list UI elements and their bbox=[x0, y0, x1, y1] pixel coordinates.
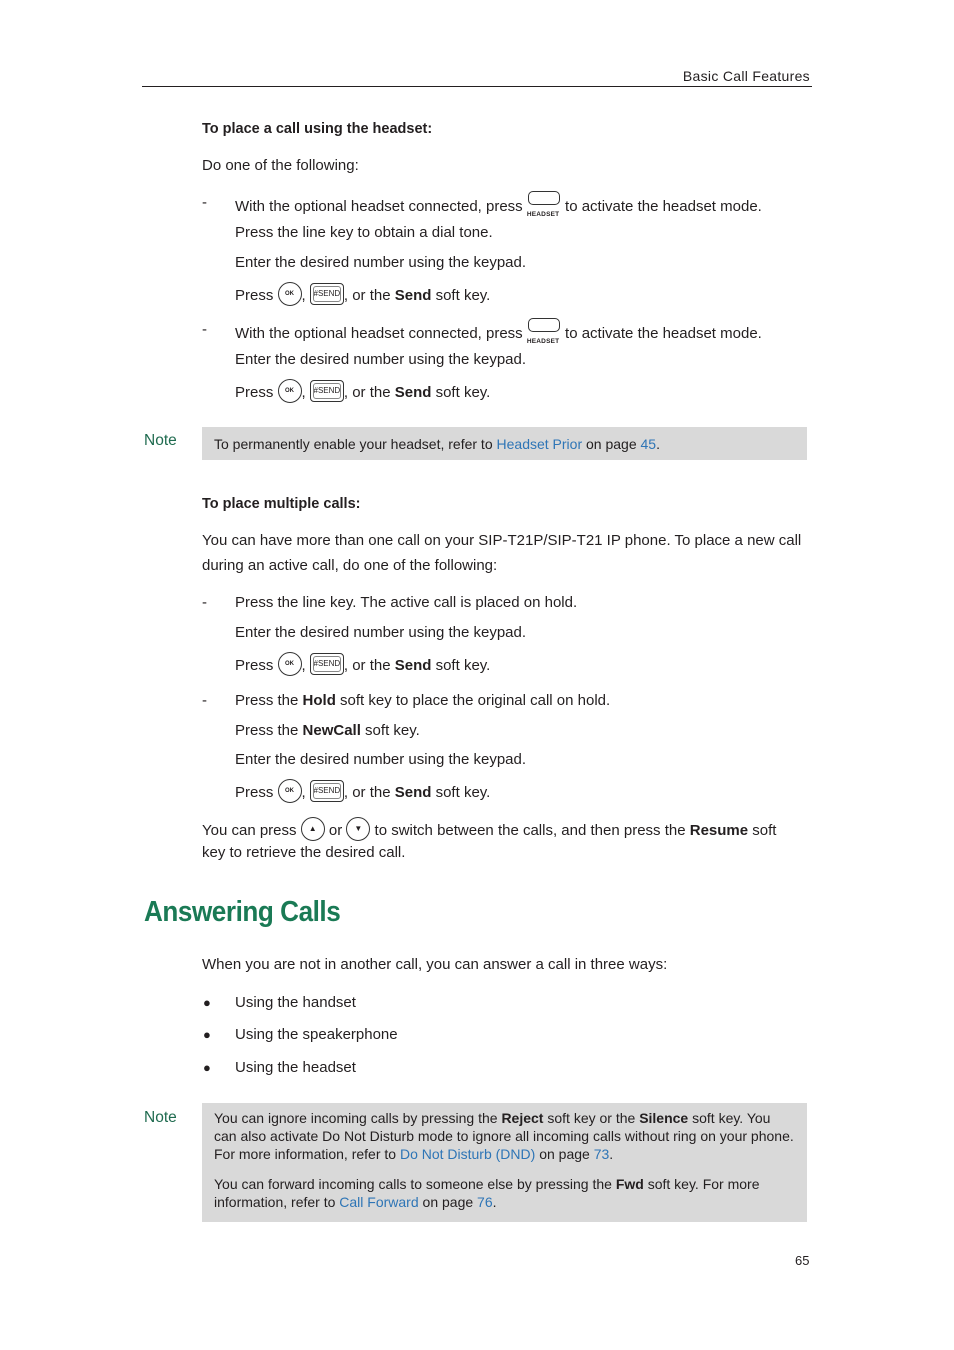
intro-text: Do one of the following: bbox=[202, 157, 359, 174]
running-header: Basic Call Features bbox=[682, 68, 810, 84]
bullet-marker: ● bbox=[203, 1027, 211, 1042]
section-heading-headset: To place a call using the headset: bbox=[202, 121, 433, 137]
step-line: Press OK , #SEND , or the Send soft key. bbox=[235, 381, 490, 405]
headset-key-icon: HEADSET bbox=[527, 318, 561, 344]
list-item: Using the speakerphone bbox=[235, 1026, 398, 1043]
note-box bbox=[202, 427, 807, 460]
page-title-answering-calls: Answering Calls bbox=[144, 896, 341, 928]
send-key-icon: #SEND bbox=[310, 380, 344, 402]
dash-marker: - bbox=[202, 594, 207, 611]
step-line: With the optional headset connected, press HEADSET to activate the headset mode. bbox=[235, 321, 762, 347]
call-forward-link[interactable]: Call Forward bbox=[339, 1194, 419, 1210]
dash-marker: - bbox=[202, 321, 207, 338]
step-line: Press the NewCall soft key. bbox=[235, 722, 420, 739]
step-line: Enter the desired number using the keypad. bbox=[235, 624, 527, 641]
dash-marker: - bbox=[202, 194, 207, 211]
bullet-marker: ● bbox=[203, 995, 211, 1010]
step-line: Press the line key. The active call is placed on hold. bbox=[235, 594, 578, 611]
body-text: You can press ▲ or ▼ to switch between the calls, and then press the Resume soft bbox=[202, 819, 776, 843]
down-arrow-key-icon: ▼ bbox=[346, 817, 370, 841]
note-text: You can forward incoming calls to someone else by pressing the Fwd soft key. For more information, refer to Call Forward on page 76. bbox=[214, 1176, 760, 1210]
step-line: Press OK , #SEND , or the Send soft key. bbox=[235, 654, 490, 678]
list-item: Using the handset bbox=[235, 994, 356, 1011]
page-link[interactable]: 45 bbox=[640, 436, 657, 452]
header-rule bbox=[142, 86, 812, 87]
step-line: Press OK , #SEND , or the Send soft key. bbox=[235, 284, 490, 308]
headset-prior-link[interactable]: Headset Prior bbox=[496, 436, 583, 452]
step-line: Enter the desired number using the keypad. bbox=[235, 254, 527, 271]
body-text: You can have more than one call on your SIP-T21P/SIP-T21 IP phone. To place a new call bbox=[202, 532, 802, 549]
page-number: 65 bbox=[795, 1253, 810, 1268]
ok-key-icon: OK bbox=[278, 652, 302, 676]
body-text: key to retrieve the desired call. bbox=[202, 844, 406, 861]
note-label: Note bbox=[144, 432, 177, 449]
send-key-icon: #SEND bbox=[310, 653, 344, 675]
note-text: To permanently enable your headset, refer to Headset Prior on page 45. bbox=[214, 436, 660, 452]
dnd-link[interactable]: Do Not Disturb (DND) bbox=[399, 1146, 536, 1162]
body-text: during an active call, do one of the following: bbox=[202, 557, 498, 574]
step-line: With the optional headset connected, press HEADSET to activate the headset mode. bbox=[235, 194, 762, 220]
body-text: When you are not in another call, you can answer a call in three ways: bbox=[202, 956, 668, 973]
page-link[interactable]: 76 bbox=[477, 1194, 493, 1210]
up-arrow-key-icon: ▲ bbox=[301, 817, 325, 841]
section-heading-multiple: To place multiple calls: bbox=[202, 496, 361, 512]
step-line: Press the line key to obtain a dial tone. bbox=[235, 224, 493, 241]
send-key-icon: #SEND bbox=[310, 283, 344, 305]
send-key-icon: #SEND bbox=[310, 780, 344, 802]
dash-marker: - bbox=[202, 692, 207, 709]
step-line: Press the Hold soft key to place the original call on hold. bbox=[235, 692, 611, 709]
note-label: Note bbox=[144, 1109, 177, 1126]
ok-key-icon: OK bbox=[278, 282, 302, 306]
step-line: Press OK , #SEND , or the Send soft key. bbox=[235, 781, 490, 805]
ok-key-icon: OK bbox=[278, 379, 302, 403]
headset-key-icon: HEADSET bbox=[527, 191, 561, 217]
note-text: You can ignore incoming calls by pressing the Reject soft key or the Silence soft key. You can also activate Do Not Disturb mode to ignore all incoming calls without ring on your phone. For more information, refer to Do Not Disturb (DND) on page 73. bbox=[214, 1110, 794, 1162]
bullet-marker: ● bbox=[203, 1060, 211, 1075]
list-item: Using the headset bbox=[235, 1059, 356, 1076]
step-line: Enter the desired number using the keypad. bbox=[235, 351, 527, 368]
note-box bbox=[202, 1103, 807, 1222]
ok-key-icon: OK bbox=[278, 779, 302, 803]
step-line: Enter the desired number using the keypad. bbox=[235, 751, 527, 768]
page-link[interactable]: 73 bbox=[593, 1146, 610, 1162]
